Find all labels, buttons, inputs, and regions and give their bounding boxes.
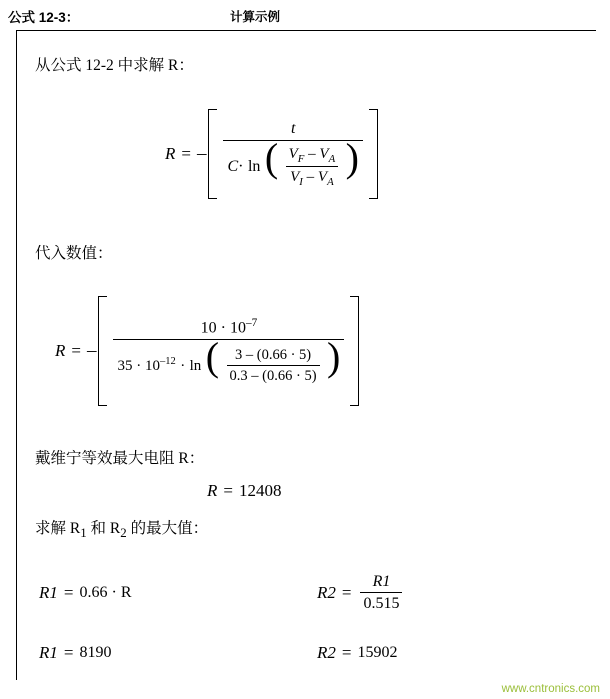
ln-function: ln xyxy=(247,158,261,176)
instruction-line-4 xyxy=(35,516,208,541)
dot-operator: · xyxy=(180,358,186,375)
equation-7-value: 15902 xyxy=(357,644,398,661)
exponent: –7 xyxy=(245,316,258,329)
equation-2-inner-fraction xyxy=(224,347,323,385)
equation-1-numerator: t xyxy=(291,119,296,137)
equation-6 xyxy=(39,643,111,663)
capacitance-symbol: C xyxy=(227,158,239,176)
equation-3-value: 12408 xyxy=(238,481,282,500)
inner-numerator: 3 – (0.66 · 5) xyxy=(234,347,312,364)
equation-2-numerator: $10 \cdot 10^{-7}$ xyxy=(200,316,258,337)
equation-4-lhs: R1 xyxy=(39,583,58,602)
resistance-coefficient: $35 \cdot 10^{-12}$ xyxy=(117,356,176,375)
equation-1-denominator xyxy=(223,135,362,189)
equation-1-equals: = xyxy=(181,144,191,163)
equation-5-fraction xyxy=(357,573,405,613)
line4-mid: 和 R xyxy=(86,520,121,537)
equation-1-inner-fraction xyxy=(283,146,342,188)
equation-5 xyxy=(317,573,405,613)
paren-left-icon: ( xyxy=(205,334,220,380)
bracket-right-icon xyxy=(350,296,359,406)
subscript-1: 1 xyxy=(80,525,87,541)
equation-2-fraction xyxy=(107,317,350,386)
ln-function: ln xyxy=(189,358,202,375)
inner-denominator: $V_I - V_A$ xyxy=(290,169,334,189)
bracket-right-icon xyxy=(369,109,378,199)
exponent: –12 xyxy=(159,356,176,368)
paren-right-icon: ) xyxy=(345,135,359,181)
equation-5-lhs: R2 xyxy=(317,583,336,603)
equation-4 xyxy=(39,583,131,603)
equation-6-equals: = xyxy=(63,643,74,662)
equation-5-equals: = xyxy=(341,583,352,603)
instruction-line-3: 戴维宁等效最大电阻 R： xyxy=(35,450,205,467)
equation-5-denominator: 0.515 xyxy=(363,595,400,613)
bracket-left-icon xyxy=(98,296,107,406)
equation-2-equals: = xyxy=(71,341,81,360)
paren-right-icon: ) xyxy=(327,334,341,380)
equation-1-sign: – xyxy=(196,143,207,164)
equation-3-equals: = xyxy=(223,481,233,500)
content-body xyxy=(17,31,596,680)
line4-prefix: 求解 R xyxy=(35,520,81,537)
equation-1-fraction xyxy=(217,120,368,188)
dot-operator: · xyxy=(238,158,244,176)
content-frame xyxy=(16,30,596,680)
subscript-i: I xyxy=(299,176,303,189)
equation-6-value: 8190 xyxy=(79,644,112,661)
equation-2-lhs: R xyxy=(55,341,66,360)
subscript-f: F xyxy=(297,152,305,165)
inner-denominator: 0.3 – (0.66 · 5) xyxy=(229,368,317,385)
document-header xyxy=(8,6,602,28)
equation-6-lhs: R1 xyxy=(39,643,58,662)
bracket-left-icon xyxy=(208,109,217,199)
watermark: www.cntronics.com xyxy=(501,683,600,695)
paren-left-icon: ( xyxy=(264,135,279,181)
subscript-a: A xyxy=(328,152,336,165)
equation-2 xyxy=(55,296,359,406)
equation-3 xyxy=(207,481,281,501)
equation-2-denominator xyxy=(113,334,344,385)
subscript-a: A xyxy=(327,176,334,189)
minus-sign: – xyxy=(308,145,316,162)
subscript-2: 2 xyxy=(120,525,127,541)
minus-sign: – xyxy=(306,169,315,186)
instruction-line-2: 代入数值： xyxy=(35,245,113,262)
equation-1-lhs: R xyxy=(165,144,176,163)
equation-label: 公式 12-3： xyxy=(8,10,80,25)
equation-4-value: 0.66 · R xyxy=(79,584,132,601)
equation-5-numerator: R1 xyxy=(372,573,391,590)
instruction-line-1: 从公式 12-2 中求解 R： xyxy=(35,57,194,74)
equation-7-lhs: R2 xyxy=(317,643,336,662)
equation-3-lhs: R xyxy=(207,481,218,500)
line4-suffix: 的最大值： xyxy=(126,520,209,537)
equation-2-sign: – xyxy=(86,340,97,361)
equation-7 xyxy=(317,643,397,663)
inner-numerator: $V_F - V_A$ xyxy=(288,145,336,165)
equation-7-equals: = xyxy=(341,643,352,662)
equation-1 xyxy=(165,109,378,199)
page-title: 计算示例 xyxy=(230,10,281,24)
equation-4-equals: = xyxy=(63,583,74,602)
